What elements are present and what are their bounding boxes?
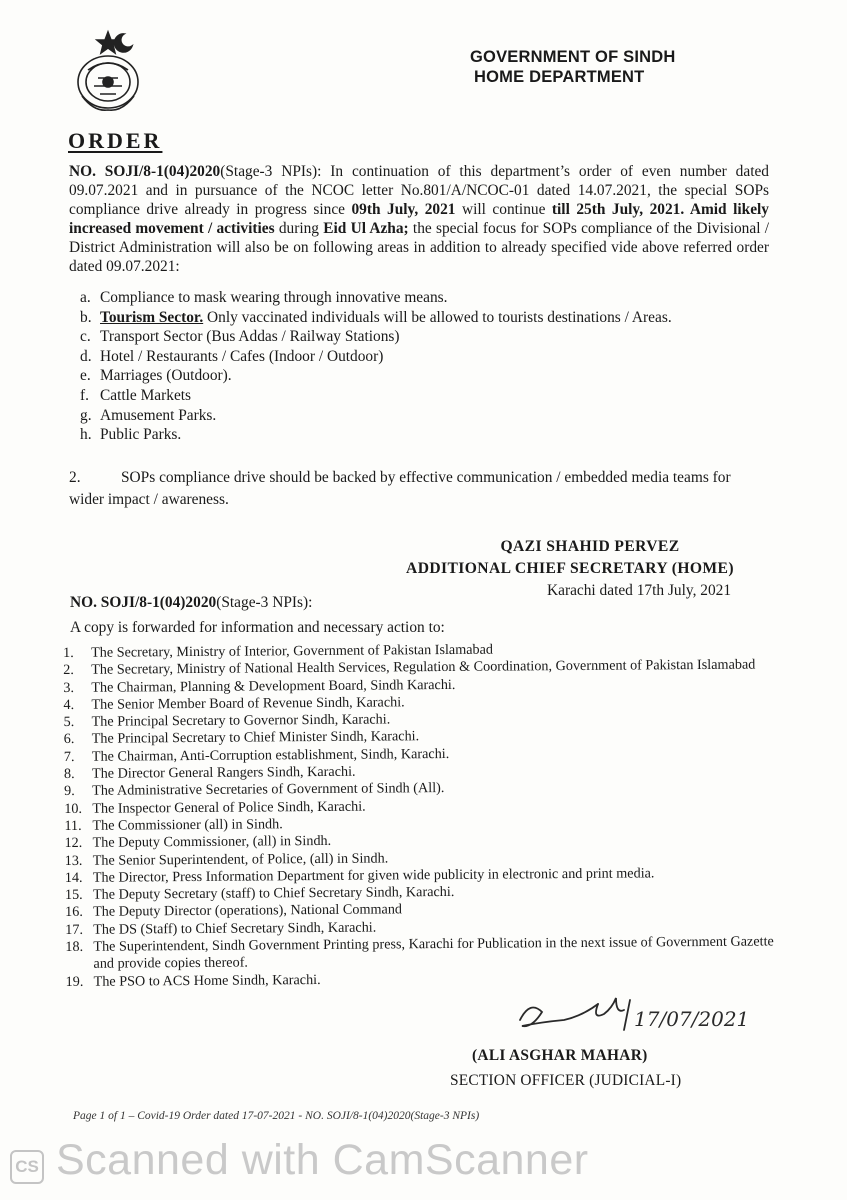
header-government: GOVERNMENT OF SINDH [470,48,676,66]
handwritten-date: 17/07/2021 [634,1007,750,1031]
scanner-watermark: Scanned with CamScanner [56,1136,589,1184]
paragraph-number: 2. [69,469,81,486]
sindh-government-emblem-icon [64,26,152,116]
paragraph-2 [69,467,769,511]
list-item: 9. The Administrative Secretaries of Government of Sindh (All). [64,780,445,800]
signatory-block [384,536,756,580]
list-item: 19. The PSO to ACS Home Sindh, Karachi. [65,971,321,990]
camscanner-logo-icon: CS [10,1150,44,1184]
list-item: 16. The Deputy Director (operations), National Command [65,901,403,921]
order-date-from: 09th July, 2021 [351,201,456,218]
order-reference: NO. SOJI/8-1(04)2020 [69,163,221,180]
tourism-sector-label: Tourism Sector. [100,308,204,326]
list-item: e. Marriages (Outdoor). [80,367,232,385]
section-officer-title: SECTION OFFICER (JUDICIAL-I) [450,1072,682,1089]
copy-forwarded-line: A copy is forwarded for information and necessary action to: [70,619,445,636]
handwritten-signature [512,990,772,1040]
order-text-1: (Stage-3 NPIs): In continuation of this department’s order of even number dated 09.07.2021 and in pursuance of the NCOC letter No.801/A/NCOC-01 dated 14.07.2021, the special SOPs compliance drive already in progress since [69,163,769,218]
order-eid: Eid Ul Azha; [323,220,409,237]
list-item: 4. The Senior Member Board of Revenue Sindh, Karachi. [63,694,405,713]
paragraph-2-text: SOPs compliance drive should be backed by effective communication / embedded media teams for wider impact / awareness. [69,469,731,508]
list-item: f. Cattle Markets [80,386,192,404]
list-item: 18. The Superintendent, Sindh Government Printing press, Karachi for Publication in the next issue of Government Gazette and provide copies thereof. [65,933,774,973]
list-item: b. Tourism Sector. Only vaccinated individuals will be allowed to tourists destinations / Areas. [80,308,672,326]
order-paragraph [69,162,769,276]
list-item: 8. The Director General Rangers Sindh, Karachi. [63,763,356,783]
list-item: 3. The Chairman, Planning & Development Board, Sindh Karachi. [63,676,456,696]
order-text-3: during [274,220,324,237]
list-item: 15. The Deputy Secretary (staff) to Chief Secretary Sindh, Karachi. [64,884,455,904]
signatory-name: QAZI SHAHID PERVEZ [500,538,680,555]
focus-areas-list [80,288,780,445]
recipients-list [63,639,776,991]
list-item: h. Public Parks. [80,426,182,444]
list-item: c. Transport Sector (Bus Addas / Railway Stations) [80,328,400,346]
dated-line: Karachi dated 17th July, 2021 [547,582,732,599]
copy-reference: NO. SOJI/8-1(04)2020(Stage-3 NPIs): [70,594,313,611]
list-item: 7. The Chairman, Anti-Corruption establishment, Sindh, Karachi. [63,745,450,765]
order-title: ORDER [68,128,163,153]
order-text-2: will continue [455,201,552,218]
list-item: a. Compliance to mask wearing through innovative means. [80,289,448,306]
order-date-till: till 25th July, 2021. Amid likely increased movement / activities [69,201,769,237]
page-footer: Page 1 of 1 – Covid-19 Order dated 17-07-2021 - NO. SOJI/8-1(04)2020(Stage-3 NPIs) [73,1110,480,1122]
list-item: 2. The Secretary, Ministry of National Health Services, Regulation & Coordination, Government of Pakistan Islamabad [63,656,756,679]
list-item: d. Hotel / Restaurants / Cafes (Indoor / Outdoor) [80,347,384,365]
list-item: 5. The Principal Secretary to Governor Sindh, Karachi. [63,711,391,731]
order-text-4: the special focus for SOPs compliance of the Divisional / District Administration will also be on following areas in addition to already specified vide above referred order dated 09.07.2021: [69,220,769,275]
header-department: HOME DEPARTMENT [474,68,645,86]
list-item: 6. The Principal Secretary to Chief Minister Sindh, Karachi. [63,728,420,748]
list-item: 14. The Director, Press Information Department for given wide publicity in electronic and print media. [64,865,655,886]
list-item: 1. The Secretary, Ministry of Interior, Government of Pakistan Islamabad [63,641,494,661]
list-item: 12. The Deputy Commissioner, (all) in Sindh. [64,833,332,852]
signatory-title: ADDITIONAL CHIEF SECRETARY (HOME) [406,560,734,577]
department-header [470,47,760,87]
list-item: 17. The DS (Staff) to Chief Secretary Sindh, Karachi. [65,919,377,938]
list-item: g. Amusement Parks. [80,406,217,424]
list-item: 11. The Commissioner (all) in Sindh. [64,816,283,834]
section-officer-name: (ALI ASGHAR MAHAR) [472,1047,648,1064]
list-item: 13. The Senior Superintendent, of Police, (all) in Sindh. [64,850,389,869]
list-item: 10. The Inspector General of Police Sindh, Karachi. [64,798,366,817]
